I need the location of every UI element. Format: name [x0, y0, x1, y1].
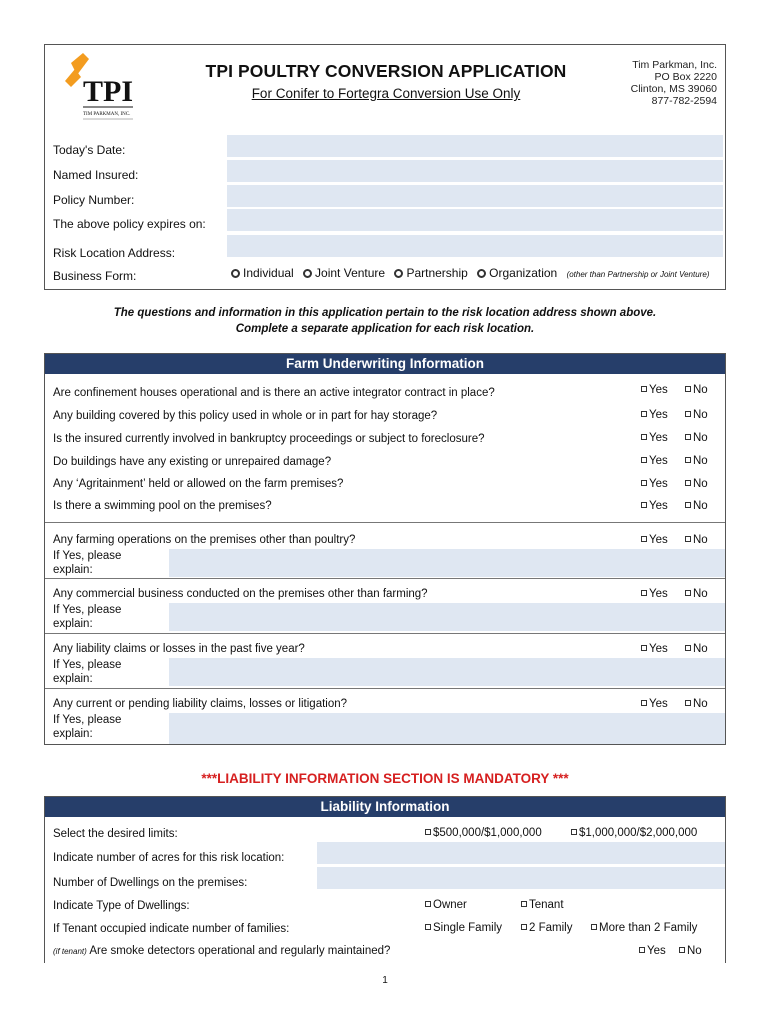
no-checkbox[interactable]: No	[685, 643, 708, 655]
checkbox-icon	[685, 480, 691, 486]
smoke-yes-checkbox[interactable]: Yes	[639, 945, 666, 957]
no-checkbox[interactable]: No	[685, 409, 708, 421]
radio-circle-icon	[231, 269, 240, 278]
checkbox-icon	[685, 434, 691, 440]
radio-partnership[interactable]: Partnership	[394, 266, 467, 280]
explain-label: If Yes, please explain:	[53, 714, 122, 740]
yes-checkbox[interactable]: Yes	[641, 409, 668, 421]
radio-circle-icon	[394, 269, 403, 278]
families-label: If Tenant occupied indicate number of families:	[53, 923, 290, 935]
explain-field-liability-past[interactable]	[169, 658, 725, 686]
farm-section-heading: Farm Underwriting Information	[45, 354, 725, 374]
divider	[45, 688, 725, 689]
question-damage: Do buildings have any existing or unrepaired damage?	[53, 456, 332, 468]
policy-number-field[interactable]	[227, 185, 723, 207]
mandatory-banner: ***LIABILITY INFORMATION SECTION IS MANDATORY ***	[201, 771, 569, 786]
checkbox-icon	[679, 947, 685, 953]
acres-field[interactable]	[317, 842, 725, 864]
explain-field-commercial[interactable]	[169, 603, 725, 631]
page-subtitle: For Conifer to Fortegra Conversion Use Only	[251, 86, 521, 101]
named-insured-field[interactable]	[227, 160, 723, 182]
radio-individual[interactable]: Individual	[231, 266, 294, 280]
explain-label: If Yes, please explain:	[53, 659, 122, 685]
checkbox-icon	[521, 924, 527, 930]
todays-date-label: Today's Date:	[53, 143, 126, 157]
named-insured-label: Named Insured:	[53, 168, 139, 182]
risk-location-field[interactable]	[227, 235, 723, 257]
question-farming-operations: Any farming operations on the premises other than poultry?	[53, 534, 356, 546]
dwellings-field[interactable]	[317, 867, 725, 889]
yes-checkbox[interactable]: Yes	[641, 478, 668, 490]
radio-joint-venture[interactable]: Joint Venture	[303, 266, 385, 280]
address-line: Tim Parkman, Inc.	[632, 59, 717, 71]
dwellings-label: Number of Dwellings on the premises:	[53, 877, 248, 889]
yes-checkbox[interactable]: Yes	[641, 455, 668, 467]
applicant-section	[44, 44, 726, 290]
radio-organization[interactable]: Organization	[477, 266, 557, 280]
liability-section	[44, 796, 726, 963]
explain-field-farming[interactable]	[169, 549, 725, 577]
yes-checkbox[interactable]: Yes	[641, 643, 668, 655]
checkbox-icon	[641, 457, 647, 463]
acres-label: Indicate number of acres for this risk location:	[53, 852, 285, 864]
checkbox-icon	[641, 590, 647, 596]
checkbox-icon	[641, 645, 647, 651]
policy-number-label: Policy Number:	[53, 193, 135, 207]
no-checkbox[interactable]: No	[685, 432, 708, 444]
more-than-two-family-checkbox[interactable]: More than 2 Family	[591, 922, 697, 934]
no-checkbox[interactable]: No	[685, 698, 708, 710]
yes-checkbox[interactable]: Yes	[641, 588, 668, 600]
question-liability-claims-past: Any liability claims or losses in the past five year?	[53, 643, 305, 655]
explain-label: If Yes, please explain:	[53, 550, 122, 576]
liability-section-heading: Liability Information	[45, 797, 725, 817]
yes-checkbox[interactable]: Yes	[641, 534, 668, 546]
radio-circle-icon	[303, 269, 312, 278]
divider	[45, 578, 725, 579]
smoke-no-checkbox[interactable]: No	[679, 945, 702, 957]
limit-option-1m[interactable]: $1,000,000/$2,000,000	[571, 827, 697, 839]
checkbox-icon	[641, 386, 647, 392]
no-checkbox[interactable]: No	[685, 384, 708, 396]
question-bankruptcy: Is the insured currently involved in bankruptcy proceedings or subject to foreclosure?	[53, 433, 485, 445]
question-commercial-business: Any commercial business conducted on the premises other than farming?	[53, 588, 428, 600]
policy-expires-field[interactable]	[227, 209, 723, 231]
yes-checkbox[interactable]: Yes	[641, 432, 668, 444]
limit-option-500k[interactable]: $500,000/$1,000,000	[425, 827, 542, 839]
business-form-options	[231, 266, 709, 280]
question-pending-litigation: Any current or pending liability claims, losses or litigation?	[53, 698, 348, 710]
checkbox-icon	[685, 700, 691, 706]
no-checkbox[interactable]: No	[685, 588, 708, 600]
checkbox-icon	[425, 924, 431, 930]
no-checkbox[interactable]: No	[685, 534, 708, 546]
address-line: 877-782-2594	[651, 95, 717, 107]
divider	[45, 633, 725, 634]
checkbox-icon	[641, 411, 647, 417]
explain-label: If Yes, please explain:	[53, 604, 122, 630]
checkbox-icon	[685, 645, 691, 651]
checkbox-icon	[641, 434, 647, 440]
limits-label: Select the desired limits:	[53, 828, 178, 840]
address-line: PO Box 2220	[654, 71, 717, 83]
checkbox-icon	[685, 536, 691, 542]
checkbox-icon	[641, 480, 647, 486]
yes-checkbox[interactable]: Yes	[641, 500, 668, 512]
business-form-label: Business Form:	[53, 269, 137, 283]
question-confinement: Are confinement houses operational and is there an active integrator contract in place?	[53, 387, 495, 399]
location-notice	[0, 305, 770, 337]
smoke-detector-question: (if tenant) Are smoke detectors operational and regularly maintained?	[53, 945, 391, 957]
yes-checkbox[interactable]: Yes	[641, 384, 668, 396]
question-hay-storage: Any building covered by this policy used in whole or in part for hay storage?	[53, 410, 438, 422]
checkbox-icon	[685, 457, 691, 463]
checkbox-icon	[685, 386, 691, 392]
company-address	[631, 59, 717, 107]
todays-date-field[interactable]	[227, 135, 723, 157]
single-family-checkbox[interactable]: Single Family	[425, 922, 502, 934]
no-checkbox[interactable]: No	[685, 455, 708, 467]
question-agritainment: Any ‘Agritainment’ held or allowed on the farm premises?	[53, 478, 344, 490]
farm-underwriting-section	[44, 353, 726, 745]
checkbox-icon	[641, 536, 647, 542]
page-title: TPI POULTRY CONVERSION APPLICATION	[205, 61, 567, 81]
checkbox-icon	[521, 901, 527, 907]
risk-location-label: Risk Location Address:	[53, 246, 176, 260]
checkbox-icon	[639, 947, 645, 953]
two-family-checkbox[interactable]: 2 Family	[521, 922, 572, 934]
explain-field-litigation[interactable]	[169, 713, 725, 744]
organization-note: (other than Partnership or Joint Venture)	[566, 270, 710, 279]
checkbox-icon	[685, 502, 691, 508]
page-number: 1	[382, 975, 388, 986]
checkbox-icon	[425, 829, 431, 835]
checkbox-icon	[591, 924, 597, 930]
policy-expires-label: The above policy expires on:	[53, 217, 206, 231]
yes-checkbox[interactable]: Yes	[641, 698, 668, 710]
dwelling-owner-checkbox[interactable]: Owner	[425, 899, 467, 911]
no-checkbox[interactable]: No	[685, 500, 708, 512]
checkbox-icon	[685, 590, 691, 596]
question-swimming-pool: Is there a swimming pool on the premises?	[53, 500, 272, 512]
logo-text: TPI	[83, 75, 134, 108]
logo-caption: TIM PARKMAN, INC.	[83, 112, 131, 117]
checkbox-icon	[571, 829, 577, 835]
dwelling-type-label: Indicate Type of Dwellings:	[53, 900, 190, 912]
radio-circle-icon	[477, 269, 486, 278]
no-checkbox[interactable]: No	[685, 478, 708, 490]
checkbox-icon	[685, 411, 691, 417]
dwelling-tenant-checkbox[interactable]: Tenant	[521, 899, 564, 911]
checkbox-icon	[641, 700, 647, 706]
notice-line: Complete a separate application for each risk location.	[235, 323, 535, 335]
divider	[45, 522, 725, 523]
checkbox-icon	[641, 502, 647, 508]
checkbox-icon	[425, 901, 431, 907]
address-line: Clinton, MS 39060	[630, 83, 717, 95]
notice-line: The questions and information in this application pertain to the risk location address shown above.	[113, 307, 657, 319]
